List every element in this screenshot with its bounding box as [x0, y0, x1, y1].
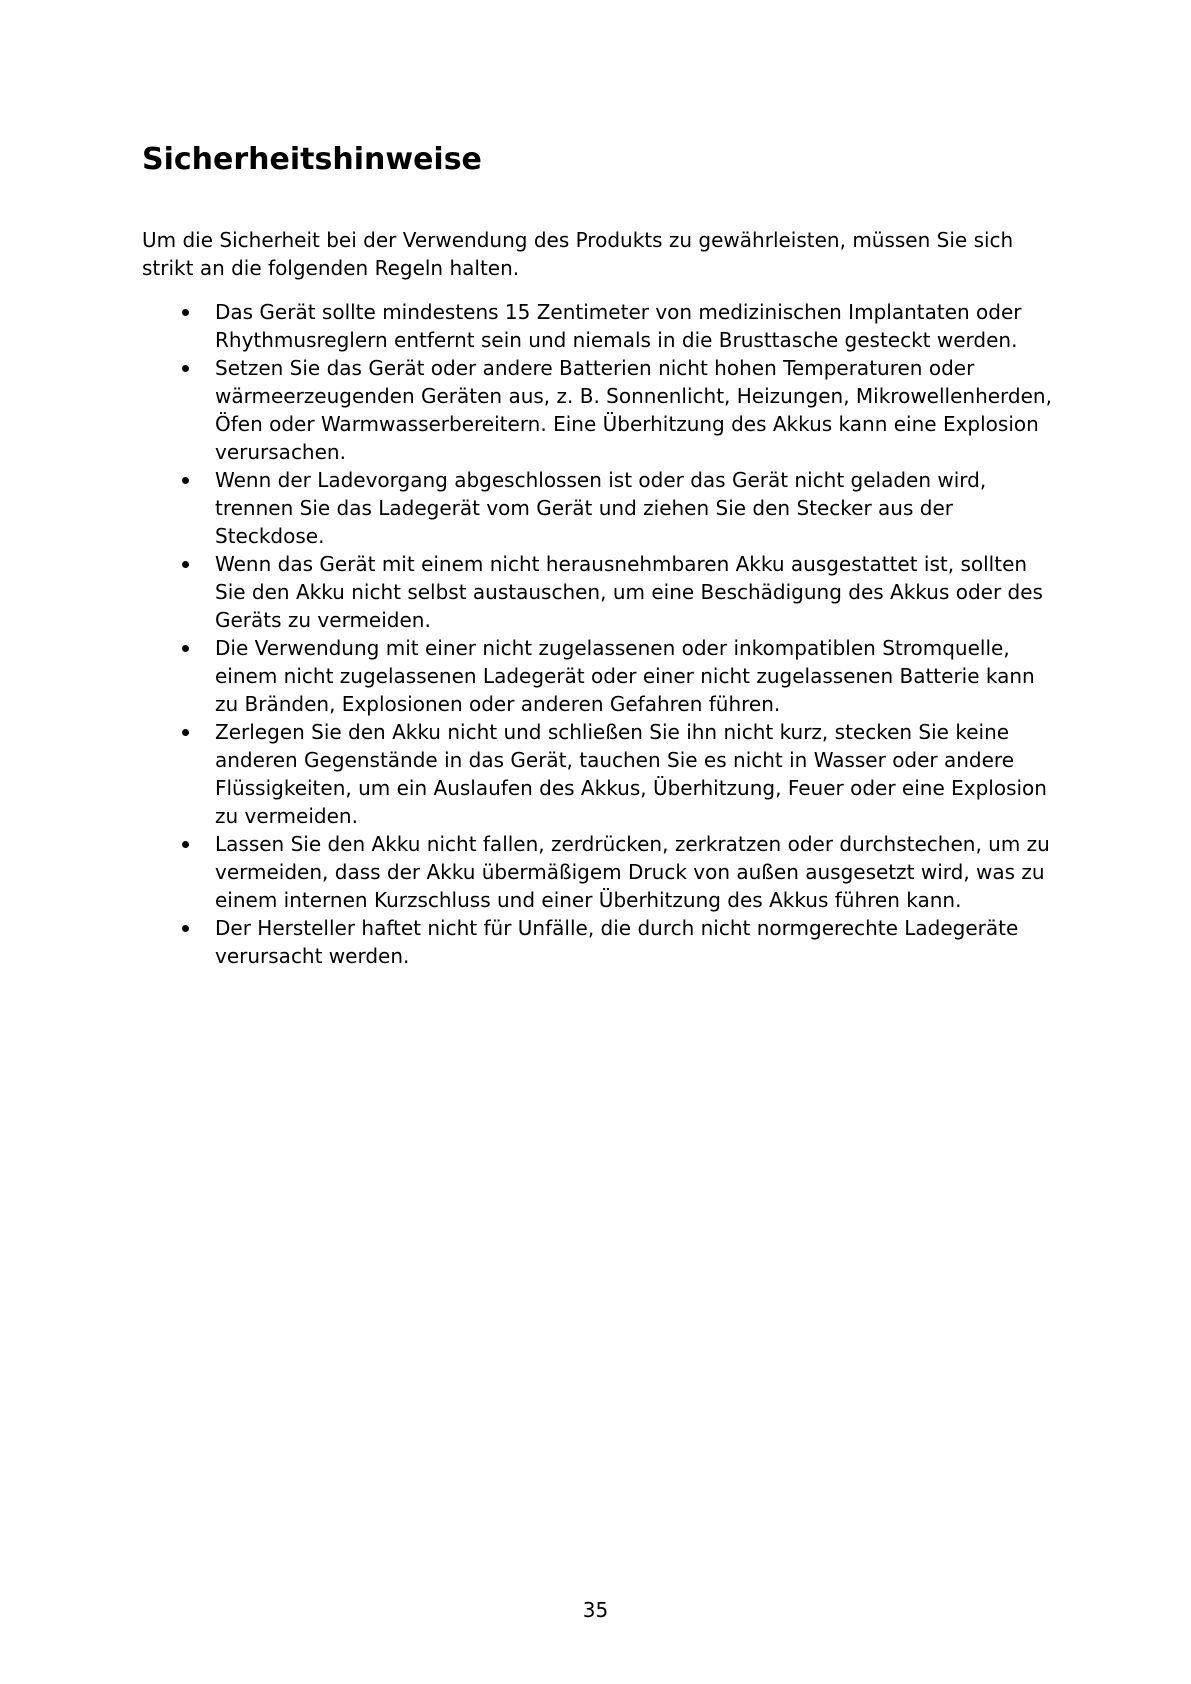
bullet-icon	[182, 925, 189, 932]
list-item-line: Öfen oder Warmwasserbereitern. Eine Überhitzung des Akkus kann eine Explosion	[215, 412, 1039, 436]
list-item-line: Das Gerät sollte mindestens 15 Zentimeter von medizinischen Implantaten oder	[215, 300, 1022, 324]
list-item-line: verursacht werden.	[215, 944, 410, 968]
list-item-line: einem internen Kurzschluss und einer Überhitzung des Akkus führen kann.	[215, 888, 962, 912]
page-title: Sicherheitshinweise	[142, 142, 482, 177]
list-item-line: Lassen Sie den Akku nicht fallen, zerdrücken, zerkratzen oder durchstechen, um zu	[215, 832, 1050, 856]
list-item-line: wärmeerzeugenden Geräten aus, z. B. Sonnenlicht, Heizungen, Mikrowellenherden,	[215, 384, 1052, 408]
bullet-icon	[182, 729, 189, 736]
list-item-line: Zerlegen Sie den Akku nicht und schließen Sie ihn nicht kurz, stecken Sie keine	[215, 720, 1010, 744]
bullet-icon	[182, 841, 189, 848]
list-item-line: Wenn das Gerät mit einem nicht herausnehmbaren Akku ausgestattet ist, sollten	[215, 552, 1028, 576]
list-item-line: Sie den Akku nicht selbst austauschen, um eine Beschädigung des Akkus oder des	[215, 580, 1043, 604]
list-item-line: Die Verwendung mit einer nicht zugelassenen oder inkompatiblen Stromquelle,	[215, 636, 1010, 660]
list-item-line: Setzen Sie das Gerät oder andere Batterien nicht hohen Temperaturen oder	[215, 356, 975, 380]
bullet-icon	[182, 561, 189, 568]
bullet-icon	[182, 309, 189, 316]
list-item-line: Steckdose.	[215, 524, 325, 548]
bullet-icon	[182, 365, 189, 372]
list-item-line: Wenn der Ladevorgang abgeschlossen ist oder das Gerät nicht geladen wird,	[215, 468, 987, 492]
intro-line: strikt an die folgenden Regeln halten.	[142, 256, 520, 280]
bullet-icon	[182, 645, 189, 652]
list-item-line: anderen Gegenstände in das Gerät, tauchen Sie es nicht in Wasser oder andere	[215, 748, 1015, 772]
list-item-line: Rhythmusreglern entfernt sein und niemals in die Brusttasche gesteckt werden.	[215, 328, 1018, 352]
list-item-line: Geräts zu vermeiden.	[215, 608, 431, 632]
page-number: 35	[582, 1598, 609, 1622]
list-item-line: zu Bränden, Explosionen oder anderen Gefahren führen.	[215, 692, 781, 716]
list-item-line: vermeiden, dass der Akku übermäßigem Druck von außen ausgesetzt wird, was zu	[215, 860, 1045, 884]
list-item-line: Flüssigkeiten, um ein Auslaufen des Akkus, Überhitzung, Feuer oder eine Explosion	[215, 776, 1047, 800]
list-item-line: zu vermeiden.	[215, 804, 358, 828]
list-item-line: Der Hersteller haftet nicht für Unfälle, die durch nicht normgerechte Ladegeräte	[215, 916, 1019, 940]
intro-line: Um die Sicherheit bei der Verwendung des Produkts zu gewährleisten, müssen Sie sich	[142, 228, 1014, 252]
bullet-icon	[182, 477, 189, 484]
list-item-line: einem nicht zugelassenen Ladegerät oder einer nicht zugelassenen Batterie kann	[215, 664, 1035, 688]
list-item-line: verursachen.	[215, 440, 346, 464]
list-item-line: trennen Sie das Ladegerät vom Gerät und ziehen Sie den Stecker aus der	[215, 496, 953, 520]
